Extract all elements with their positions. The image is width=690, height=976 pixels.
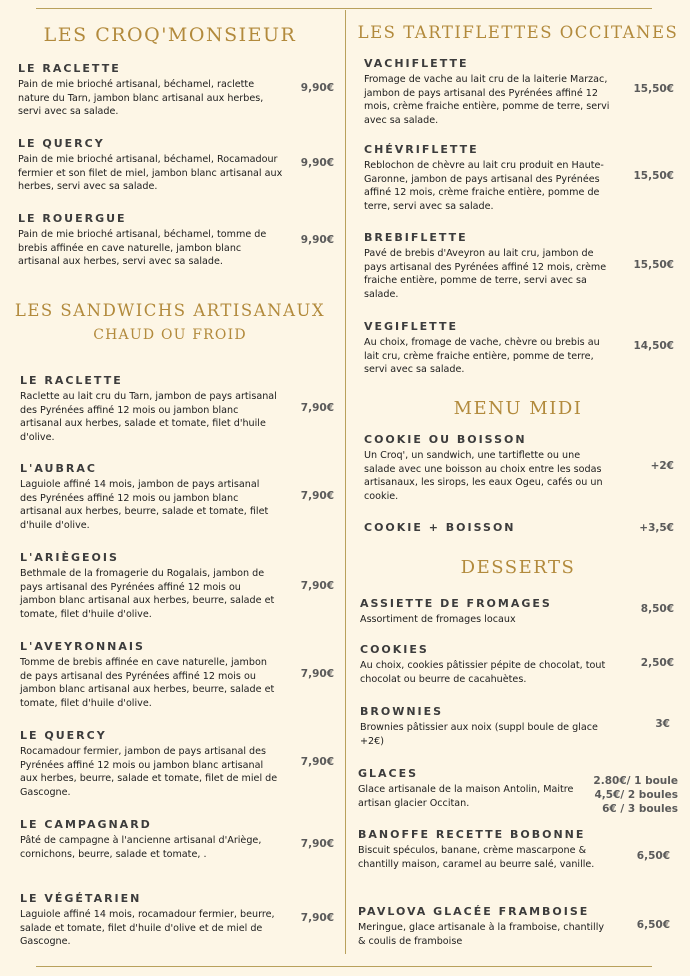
item-name: BROWNIES xyxy=(360,705,444,718)
item-name: VACHIFLETTE xyxy=(364,57,469,70)
item-name: ASSIETTE DE FROMAGES xyxy=(360,597,552,610)
item-name: BANOFFE RECETTE BOBONNE xyxy=(358,828,586,841)
item-desc: Laguiole affiné 14 mois, rocamadour fermier, beurre, salade et tomate, filet d'huile d'olive et de miel de Gascogne. xyxy=(20,909,275,947)
item-name: PAVLOVA GLACÉE FRAMBOISE xyxy=(358,905,590,918)
croq-title: LES CROQ'MONSIEUR xyxy=(43,24,297,46)
item-price: 7,90€ xyxy=(300,668,334,680)
item-price: +2€ xyxy=(650,460,674,472)
item-price: 14,50€ xyxy=(633,340,674,352)
tartiflette-title: LES TARTIFLETTES OCCITANES xyxy=(357,23,679,42)
sandwich-title: LES SANDWICHS ARTISANAUX xyxy=(14,301,326,320)
item-price: 7,90€ xyxy=(300,402,334,414)
item-price: 7,90€ xyxy=(300,838,334,850)
sandwich-item-vegetarien xyxy=(20,892,278,949)
item-desc: Assortiment de fromages locaux xyxy=(360,614,516,625)
menu-midi-title: MENU MIDI xyxy=(453,398,583,419)
sandwich-item-campagnard xyxy=(20,818,278,861)
bottom-rule xyxy=(36,966,652,967)
item-desc: Pain de mie brioché artisanal, béchamel, raclette nature du Tarn, jambon blanc artisanal aux herbes, servi avec sa salade. xyxy=(18,79,264,117)
croq-item-rouergue xyxy=(18,212,284,269)
menu-item-cookie-ou-boisson xyxy=(364,433,614,503)
item-price: 8,50€ xyxy=(640,603,674,615)
item-desc: Tomme de brebis affinée en cave naturelle, jambon de pays artisanal des Pyrénées affiné 12 mois ou jambon blanc artisanal aux herbes, beurre, salade et tomate, filet d'huile d'olive. xyxy=(20,657,275,709)
item-desc: Pain de mie brioché artisanal, béchamel, Rocamadour fermier et son filet de miel, jambon blanc artisanal aux herbes, servi avec sa salade. xyxy=(18,154,283,192)
item-price: 6,50€ xyxy=(636,850,670,862)
item-price: 2,50€ xyxy=(640,657,674,669)
glace-price-3: 6€ / 3 boules xyxy=(602,803,678,815)
item-price: 3€ xyxy=(655,718,670,730)
item-desc: Brownies pâtissier aux noix (suppl boule de glace +2€) xyxy=(360,722,598,747)
item-name: L'ARIÈGEOIS xyxy=(20,551,119,564)
dessert-item-brownies xyxy=(360,705,610,748)
item-name: L'AUBRAC xyxy=(20,462,97,475)
sandwich-item-ariegeois xyxy=(20,551,278,621)
item-desc: Glace artisanale de la maison Antolin, Maitre artisan glacier Occitan. xyxy=(358,784,574,809)
item-desc: Bethmale de la fromagerie du Rogalais, jambon de pays artisanal des Pyrénées affiné 12 mois ou jambon blanc artisanal aux herbes, beurre, salade et tomate, filet d'huile d'olive. xyxy=(20,568,275,620)
sandwich-item-aubrac xyxy=(20,462,278,532)
item-name: LE RACLETTE xyxy=(18,62,121,75)
column-divider xyxy=(345,10,346,954)
tarti-item-chevriflette xyxy=(364,143,614,213)
item-price: 7,90€ xyxy=(300,580,334,592)
desserts-title: DESSERTS xyxy=(460,557,576,578)
dessert-item-cookies xyxy=(360,643,616,686)
top-rule xyxy=(36,8,652,9)
item-price: +3,5€ xyxy=(639,522,674,534)
dessert-item-assiette-fromages xyxy=(360,597,610,627)
item-desc: Reblochon de chèvre au lait cru produit en Haute-Garonne, jambon de pays artisanal des Pyrénées affiné 12 mois, crème fraiche entière, pomme de terre, servi avec sa salade. xyxy=(364,160,604,212)
item-desc: Au choix, fromage de vache, chèvre ou brebis au lait cru, crème fraiche entière, pomme de terre, servi avec sa salade. xyxy=(364,337,600,375)
tarti-item-vegiflette xyxy=(364,320,614,377)
item-desc: Un Croq', un sandwich, une tartiflette ou une salade avec une boisson au choix entre les sodas artisanaux, les sirops, les eaux Ogeu, cafés ou un cookie. xyxy=(364,450,603,502)
item-name: CHÉVRIFLETTE xyxy=(364,143,479,156)
croq-item-raclette xyxy=(18,62,284,119)
item-price: 15,50€ xyxy=(633,83,674,95)
item-price: 15,50€ xyxy=(633,170,674,182)
item-desc: Biscuit spéculos, banane, crème mascarpone & chantilly maison, caramel au beurre salé, vanille. xyxy=(358,845,595,870)
sandwich-subtitle: CHAUD OU FROID xyxy=(93,327,247,343)
item-price: 7,90€ xyxy=(300,756,334,768)
item-name: L'AVEYRONNAIS xyxy=(20,640,145,653)
tarti-item-vachiflette xyxy=(364,57,614,127)
item-name: LE QUERCY xyxy=(20,729,107,742)
item-name: COOKIE + BOISSON xyxy=(364,521,516,534)
item-name: LE CAMPAGNARD xyxy=(20,818,152,831)
item-price: 15,50€ xyxy=(633,259,674,271)
item-desc: Raclette au lait cru du Tarn, jambon de pays artisanal des Pyrénées affiné 12 mois ou jambon blanc artisanal aux herbes, salade et tomate, filet d'huile d'olive. xyxy=(20,391,277,443)
sandwich-item-quercy xyxy=(20,729,278,799)
croq-item-quercy xyxy=(18,137,284,194)
item-desc: Meringue, glace artisanale à la framboise, chantilly & coulis de framboise xyxy=(358,922,605,947)
tarti-item-brebiflette xyxy=(364,231,614,301)
item-price: 6,50€ xyxy=(636,919,670,931)
item-price: 7,90€ xyxy=(300,490,334,502)
dessert-item-glaces xyxy=(358,767,578,810)
item-desc: Pain de mie brioché artisanal, béchamel, tomme de brebis affinée en cave naturelle, jambon blanc artisanal aux herbes, servi avec sa salade. xyxy=(18,229,267,267)
item-desc: Pavé de brebis d'Aveyron au lait cru, jambon de pays artisanal des Pyrénées affiné 12 mois, crème fraiche entière, pomme de terre, servi avec sa salade. xyxy=(364,248,607,300)
item-desc: Rocamadour fermier, jambon de pays artisanal des Pyrénées affiné 12 mois ou jambon blanc artisanal aux herbes, beurre, salade et tomate, filet de miel de Gascogne. xyxy=(20,746,278,798)
item-name: GLACES xyxy=(358,767,419,780)
item-name: LE ROUERGUE xyxy=(18,212,127,225)
item-desc: Fromage de vache au lait cru de la laiterie Marzac, jambon de pays artisanal des Pyrénées affiné 12 mois, crème fraiche entière, pomme de terre, servi avec sa salade. xyxy=(364,74,610,126)
item-price: 9,90€ xyxy=(300,157,334,169)
item-name: COOKIE OU BOISSON xyxy=(364,433,527,446)
item-desc: Laguiole affiné 14 mois, jambon de pays artisanal des Pyrénées affiné 12 mois ou jambon blanc artisanal aux herbes, beurre, salade et tomate, filet d'huile d'olive. xyxy=(20,479,269,531)
item-price: 9,90€ xyxy=(300,82,334,94)
item-desc: Pâté de campagne à l'ancienne artisanal d'Ariège, cornichons, beurre, salade et tomate, . xyxy=(20,835,262,860)
item-name: LE RACLETTE xyxy=(20,374,123,387)
dessert-item-banoffe xyxy=(358,828,608,871)
item-price: 7,90€ xyxy=(300,912,334,924)
item-name: COOKIES xyxy=(360,643,429,656)
item-name: LE VÉGÉTARIEN xyxy=(20,892,142,905)
dessert-item-pavlova xyxy=(358,905,608,948)
item-name: LE QUERCY xyxy=(18,137,105,150)
glaces-prices xyxy=(580,774,678,816)
item-name: BREBIFLETTE xyxy=(364,231,468,244)
item-name: VEGIFLETTE xyxy=(364,320,458,333)
item-price: 9,90€ xyxy=(300,234,334,246)
item-desc: Au choix, cookies pâtissier pépite de chocolat, tout chocolat ou beurre de cacahuètes. xyxy=(360,660,606,685)
glace-price-1: 2.80€/ 1 boule xyxy=(593,775,678,787)
sandwich-item-aveyronnais xyxy=(20,640,278,710)
menu-item-cookie-plus-boisson xyxy=(364,521,614,537)
sandwich-item-raclette xyxy=(20,374,278,444)
glace-price-2: 4,5€/ 2 boules xyxy=(594,789,678,801)
